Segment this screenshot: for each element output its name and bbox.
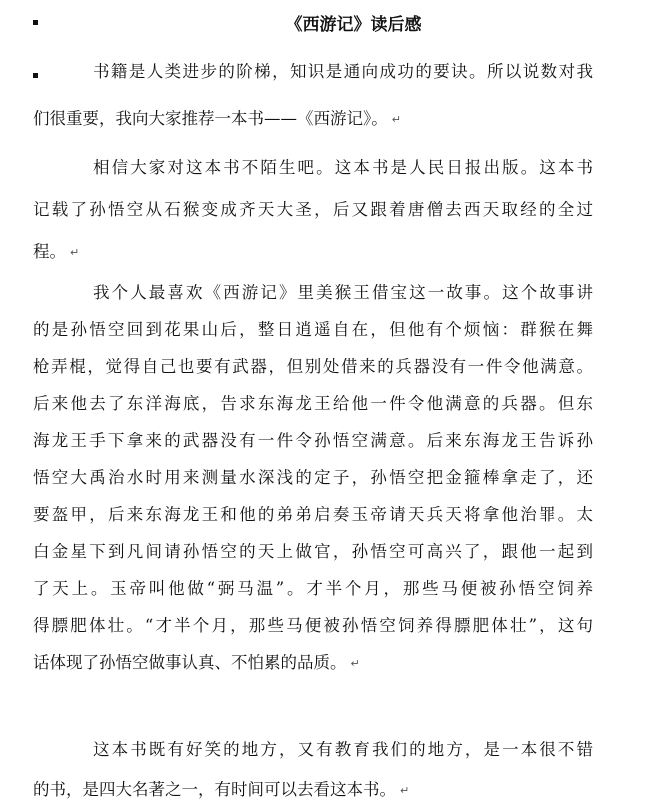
paragraph-line: 白金星下到凡间请孙悟空的天上做官，孙悟空可高兴了，跟他一起到 [33, 542, 593, 561]
paragraph-line: 的是孙悟空回到花果山后，整日逍遥自在，但他有个烦恼：群猴在舞 [33, 320, 593, 339]
paragraph-mark-icon: ↵ [400, 784, 410, 797]
paragraph-line: 悟空大禹治水时用来测量水深浅的定子，孙悟空把金箍棒拿走了，还 [33, 468, 593, 487]
paragraph-line-last: 们很重要，我向大家推荐一本书——《西游记》。 ↵ [33, 109, 401, 128]
paragraph-2 [33, 151, 593, 269]
paragraph-line-last: 程。 ↵ [33, 242, 80, 261]
paragraph-line: 这本书既有好笑的地方，又有教育我们的地方，是一本很不错 [93, 740, 593, 759]
paragraph-line: 相信大家对这本书不陌生吧。这本书是人民日报出版。这本书 [93, 158, 593, 177]
paragraph-line: 书籍是人类进步的阶梯，知识是通向成功的要诀。所以说数对我 [93, 62, 593, 81]
paragraph-line: 得膘肥体壮。“才半个月，那些马便被孙悟空饲养得膘肥体壮”，这句 [33, 616, 593, 635]
paragraph-line: 海龙王手下拿来的武器没有一件令孙悟空满意。后来东海龙王告诉孙 [33, 431, 593, 450]
paragraph-mark-icon: ↵ [350, 657, 360, 670]
paragraph-line-last: 话体现了孙悟空做事认真、不怕累的品质。 ↵ [33, 653, 360, 672]
paragraph-line: 枪弄棍，觉得自己也要有武器，但别处借来的兵器没有一件令他满意。 [33, 357, 593, 376]
paragraph-4 [33, 733, 593, 807]
paragraph-line: 要盔甲，后来东海龙王和他的弟弟启奏玉帝请天兵天将拿他治罪。太 [33, 505, 593, 524]
paragraph-3 [33, 276, 593, 680]
paragraph-line: 记载了孙悟空从石猴变成齐天大圣，后又跟着唐僧去西天取经的全过 [33, 200, 593, 219]
paragraph-1 [33, 55, 593, 136]
paragraph-line: 我个人最喜欢《西游记》里美猴王借宝这一故事。这个故事讲 [93, 283, 593, 302]
paragraph-line-last: 的书，是四大名著之一，有时间可以去看这本书。 ↵ [33, 780, 410, 799]
paragraph-mark-icon: ↵ [391, 113, 401, 126]
paragraph-line: 后来他去了东洋海底，告求东海龙王给他一件令他满意的兵器。但东 [33, 394, 593, 413]
paragraph-mark-icon: ↵ [70, 246, 80, 259]
paragraph-line: 了天上。玉帝叫他做“弼马温”。才半个月，那些马便被孙悟空饲养 [33, 579, 593, 598]
document-title: 《西游记》读后感 [285, 15, 422, 35]
